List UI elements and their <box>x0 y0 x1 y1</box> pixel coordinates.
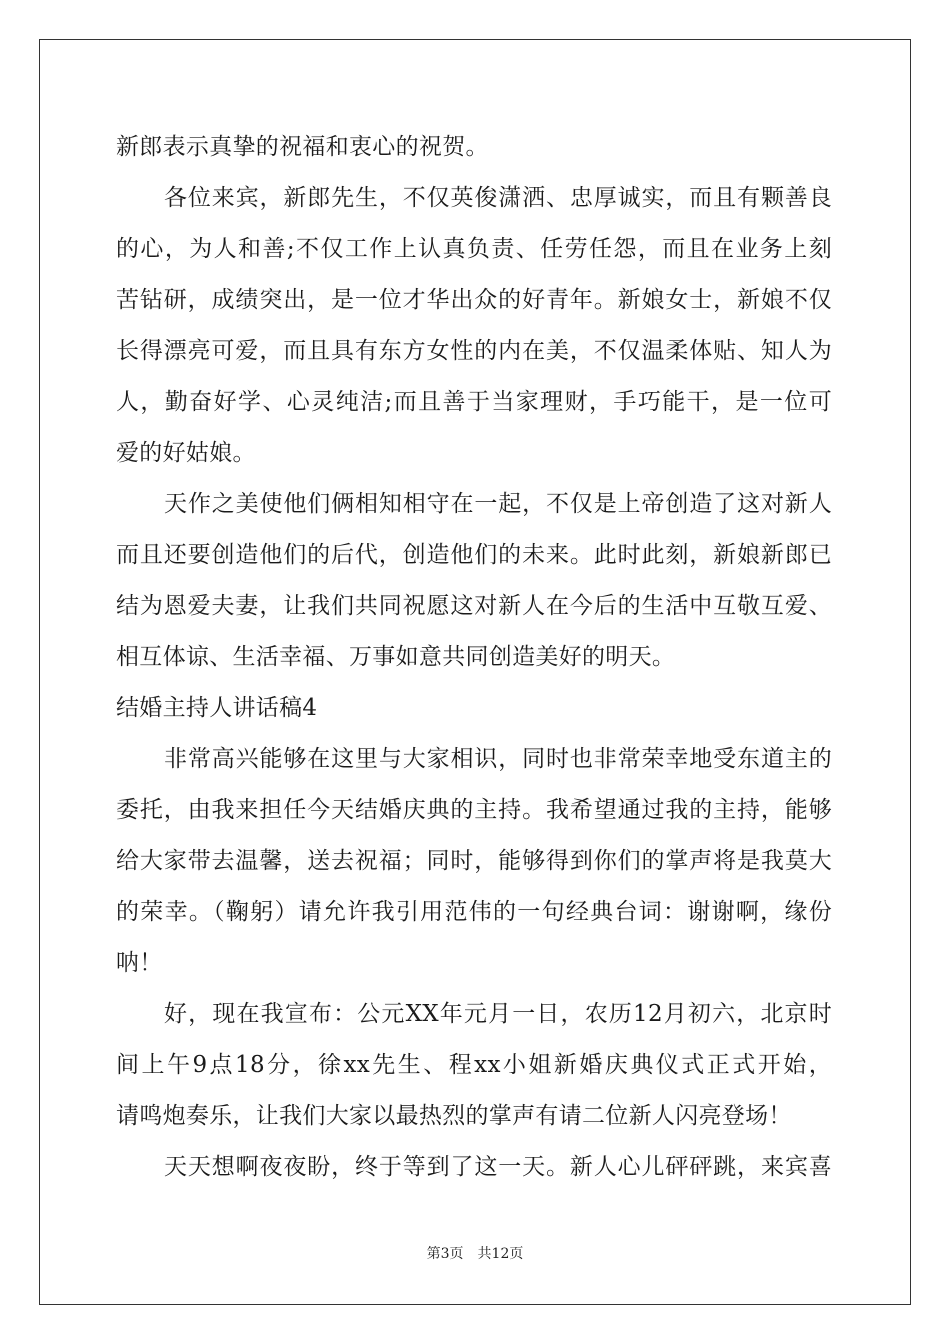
page-footer <box>0 1244 950 1264</box>
text-line: 天天想啊夜夜盼，终于等到了这一天。新人心儿砰砰跳，来宾喜 <box>164 1154 832 1180</box>
text-line: 委托，由我来担任今天结婚庆典的主持。我希望通过我的主持，能够 <box>116 797 832 823</box>
text-line: 人，勤奋好学、心灵纯洁;而且善于当家理财，手巧能干，是一位可 <box>116 389 832 415</box>
text-line: 苦钻研，成绩突出，是一位才华出众的好青年。新娘女士，新娘不仅 <box>116 287 832 313</box>
text-line: 非常高兴能够在这里与大家相识，同时也非常荣幸地受东道主的 <box>164 746 832 772</box>
text-line: 的荣幸。（鞠躬）请允许我引用范伟的一句经典台词：谢谢啊，缘份 <box>116 899 832 925</box>
text-line: 而且还要创造他们的后代，创造他们的未来。此时此刻，新娘新郎已 <box>116 542 832 568</box>
text-line: 天作之美使他们俩相知相守在一起，不仅是上帝创造了这对新人 <box>164 491 832 517</box>
text-line: 给大家带去温馨，送去祝福；同时，能够得到你们的掌声将是我莫大 <box>116 848 832 874</box>
text-line: 结婚主持人讲话稿4 <box>116 695 318 721</box>
text-line: 爱的好姑娘。 <box>116 440 256 466</box>
document-body <box>116 122 832 1193</box>
text-line: 长得漂亮可爱，而且具有东方女性的内在美，不仅温柔体贴、知人为 <box>116 338 832 364</box>
text-line: 新郎表示真挚的祝福和衷心的祝贺。 <box>116 134 489 160</box>
text-line: 好，现在我宣布：公元XX年元月一日，农历12月初六，北京时 <box>164 1001 832 1027</box>
text-line: 呐！ <box>116 950 163 976</box>
text-line: 间上午9点18分，徐xx先生、程xx小姐新婚庆典仪式正式开始， <box>116 1052 832 1078</box>
page-number: 第3页 <box>426 1246 464 1262</box>
text-line: 各位来宾，新郎先生，不仅英俊潇洒、忠厚诚实，而且有颗善良 <box>164 185 832 211</box>
text-line: 请鸣炮奏乐，让我们大家以最热烈的掌声有请二位新人闪亮登场！ <box>116 1103 792 1129</box>
page-total: 共12页 <box>477 1246 524 1262</box>
text-line: 相互体谅、生活幸福、万事如意共同创造美好的明天。 <box>116 644 676 670</box>
text-line: 的心，为人和善;不仅工作上认真负责、任劳任怨，而且在业务上刻 <box>116 236 832 262</box>
text-line: 结为恩爱夫妻，让我们共同祝愿这对新人在今后的生活中互敬互爱、 <box>116 593 832 619</box>
